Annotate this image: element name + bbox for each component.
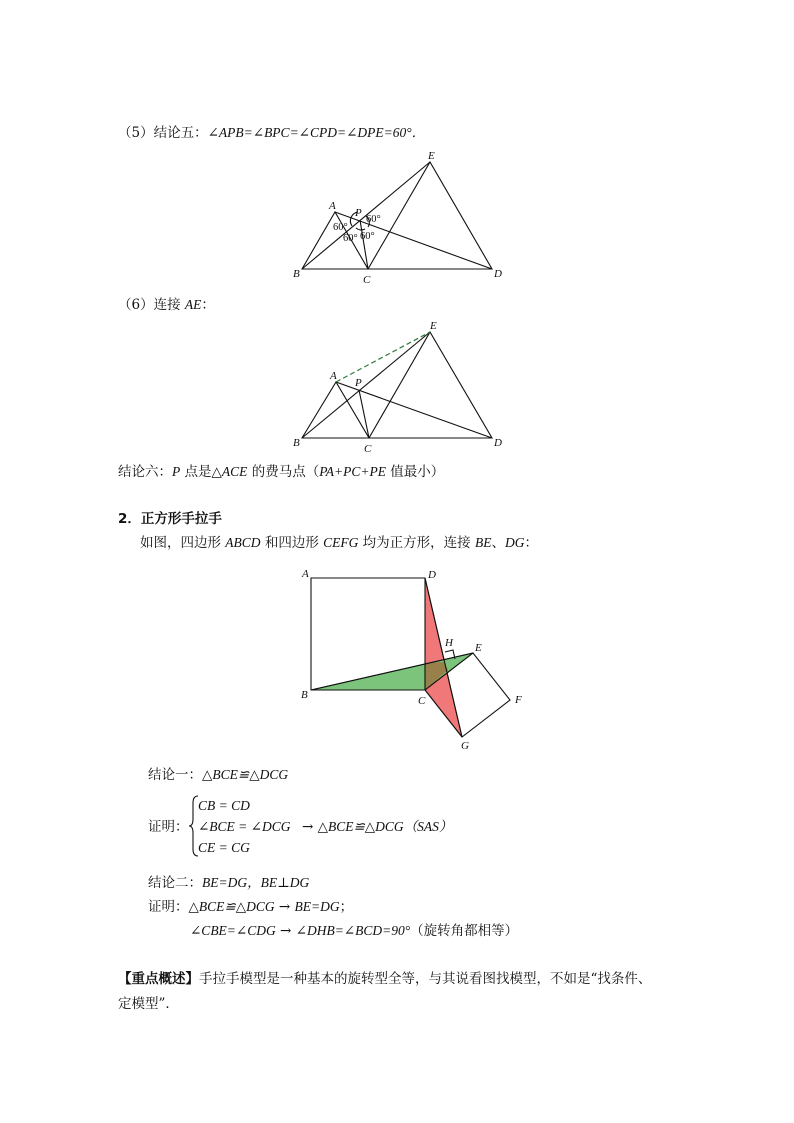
section2-title: 2．正方形手拉手 [118,511,222,527]
conclusion1-line: 结论一：△BCE≌△DCG [148,767,289,783]
conclusion5-line [118,124,425,142]
fig2-label-a: A [330,370,337,382]
step6-ae: AE [184,297,202,312]
fig1-segment-ad [335,212,492,269]
summary-line1: 【重点概述】手拉手模型是一种基本的旋转型全等，与其说看图找模型，不如是“找条件、 [118,971,652,987]
fig2-segment-pc [359,390,369,438]
figure-square-hand-in-hand [290,562,535,757]
fig1-label-e: E [428,150,435,162]
proof1-label: 证明： [148,819,189,835]
fig1-label-c: C [363,274,371,286]
step6-line: （6）连接 AE： [118,297,215,313]
proof2-line1: 证明：△BCE≌△DCG → BE=DG； [148,899,354,915]
proof1-result: → △BCE≌△DCG（SAS） [302,819,453,835]
conclusion5-label: （5）结论五： [118,125,208,141]
fig2-label-d: D [494,437,502,449]
fig1-angle-mark [356,228,365,230]
fig3-label-a: A [302,568,309,580]
fig2-label-p: P [355,377,362,389]
fig2-label-b: B [293,437,300,449]
section2-intro: 如图，四边形 ABCD 和四边形 CEFG 均为正方形，连接 BE、DG： [140,535,538,551]
fig3-label-f: F [515,694,522,706]
fig3-label-e: E [475,642,482,654]
fig1-angle-label: 60° [343,233,358,244]
fig1-angle-label: 60° [333,222,348,233]
fig1-angle-label: 60° [366,214,381,225]
proof2-line2: ∠CBE=∠CDG → ∠DHB=∠BCD=90°（旋转角都相等） [190,923,519,939]
conclusion5-formula: ∠APB=∠BPC=∠CPD=∠DPE=60°． [207,125,426,140]
fig1-angle-label: 60° [360,231,375,242]
fig1-label-b: B [293,268,300,280]
fig1-triangle-ced [368,162,492,269]
fig1-label-p: P [355,207,362,219]
step6-label: （6）连接 [118,297,185,313]
fig3-label-h: H [445,637,453,649]
fig3-label-g: G [461,740,469,752]
fig1-label-a: A [329,200,336,212]
fig3-label-d: D [428,569,436,581]
fig2-label-e: E [430,320,437,332]
figure-connect-ae [280,318,510,454]
proof1-cond2: ∠BCE = ∠DCG [198,819,291,834]
fig2-label-c: C [364,443,372,455]
fig3-label-c: C [418,695,426,707]
conclusion6-line: 结论六：P 点是△ACE 的费马点（PA+PC+PE 值最小） [118,464,445,480]
summary-line2: 定模型”． [118,996,179,1012]
figure-fermat-angles [280,146,510,286]
fig1-label-d: D [494,268,502,280]
fig2-triangle-ced [369,332,492,438]
proof1-cond1: CB = CD [198,798,250,813]
proof1-cond3: CE = CG [198,840,250,855]
conclusion2-line: 结论二：BE=DG，BE⊥DG [148,875,310,891]
fig3-label-b: B [301,689,308,701]
